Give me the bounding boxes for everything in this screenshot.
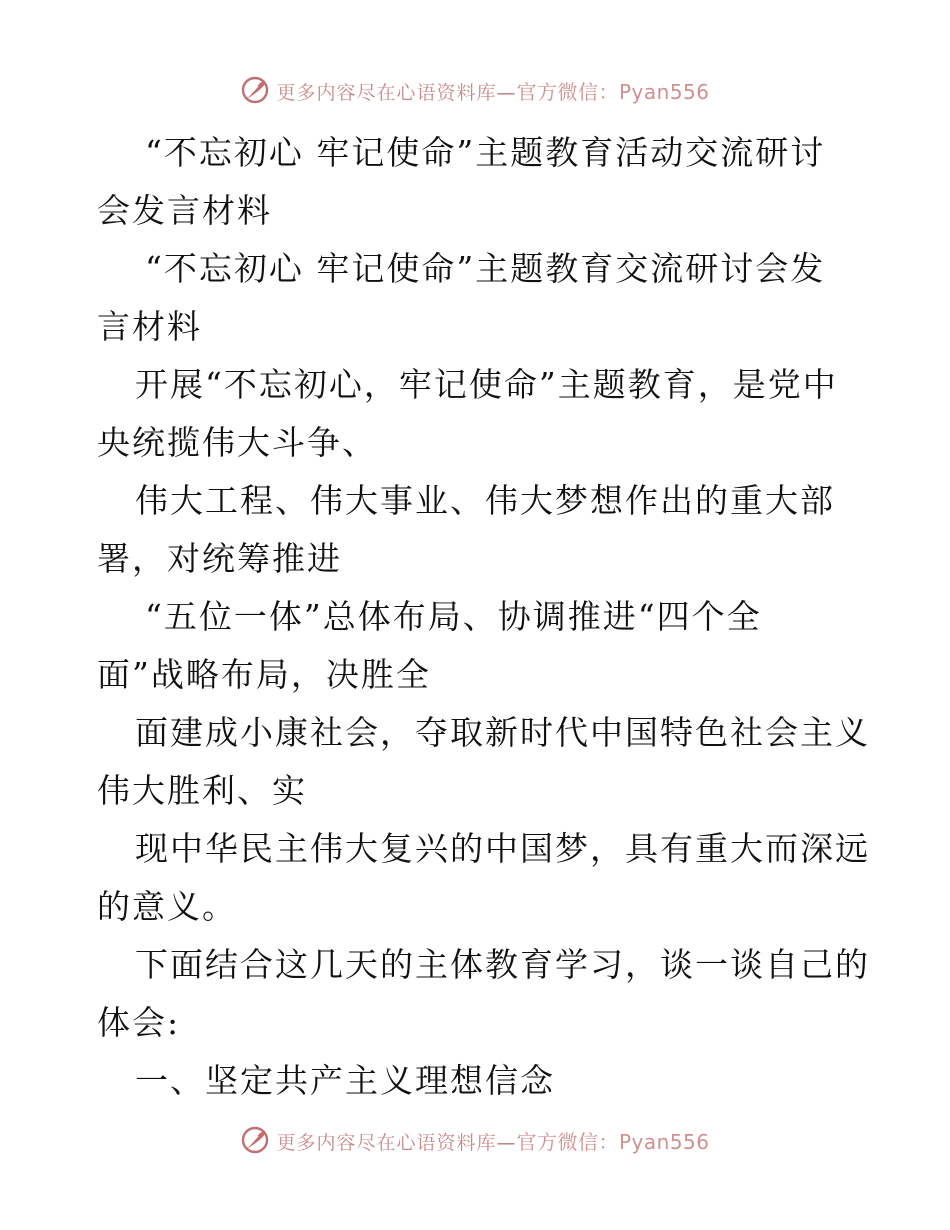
paragraph-line: 央统揽伟大斗争、 bbox=[97, 423, 377, 462]
paragraph-line: “五位一体”总体布局、协调推进“四个全 bbox=[145, 597, 762, 636]
subtitle-line-1: “不忘初心 牢记使命”主题教育交流研讨会发 bbox=[145, 249, 826, 288]
paragraph-line: 现中华民主伟大复兴的中国梦，具有重大而深远 bbox=[135, 829, 870, 868]
subtitle-line-2: 言材料 bbox=[97, 307, 202, 346]
header-watermark bbox=[0, 70, 950, 110]
paragraph-line: 伟大胜利、实 bbox=[97, 771, 307, 810]
paragraph-line: 署，对统筹推进 bbox=[97, 539, 342, 578]
watermark-text: 更多内容尽在心语资料库—官方微信：Pyan556 bbox=[276, 79, 710, 104]
paragraph-line: 伟大工程、伟大事业、伟大梦想作出的重大部 bbox=[135, 481, 835, 520]
quill-logo-icon bbox=[240, 75, 270, 105]
watermark-text: 更多内容尽在心语资料库—官方微信：Pyan556 bbox=[276, 1129, 710, 1154]
document-body bbox=[97, 124, 870, 1110]
paragraph-line: 的意义。 bbox=[97, 887, 237, 926]
quill-logo-icon bbox=[240, 1125, 270, 1155]
paragraph-line: 体会: bbox=[97, 1003, 181, 1042]
section-heading: 一、坚定共产主义理想信念 bbox=[135, 1061, 555, 1100]
paragraph-line: 下面结合这几天的主体教育学习，谈一谈自己的 bbox=[135, 945, 870, 984]
paragraph-line: 开展“不忘初心，牢记使命”主题教育，是党中 bbox=[135, 365, 838, 404]
paragraph-line: 面”战略布局，决胜全 bbox=[97, 655, 431, 694]
paragraph-line: 面建成小康社会，夺取新时代中国特色社会主义 bbox=[135, 713, 870, 752]
title-line-1: “不忘初心 牢记使命”主题教育活动交流研讨 bbox=[145, 133, 826, 172]
footer-watermark bbox=[0, 1120, 950, 1160]
title-line-2: 会发言材料 bbox=[97, 191, 272, 230]
